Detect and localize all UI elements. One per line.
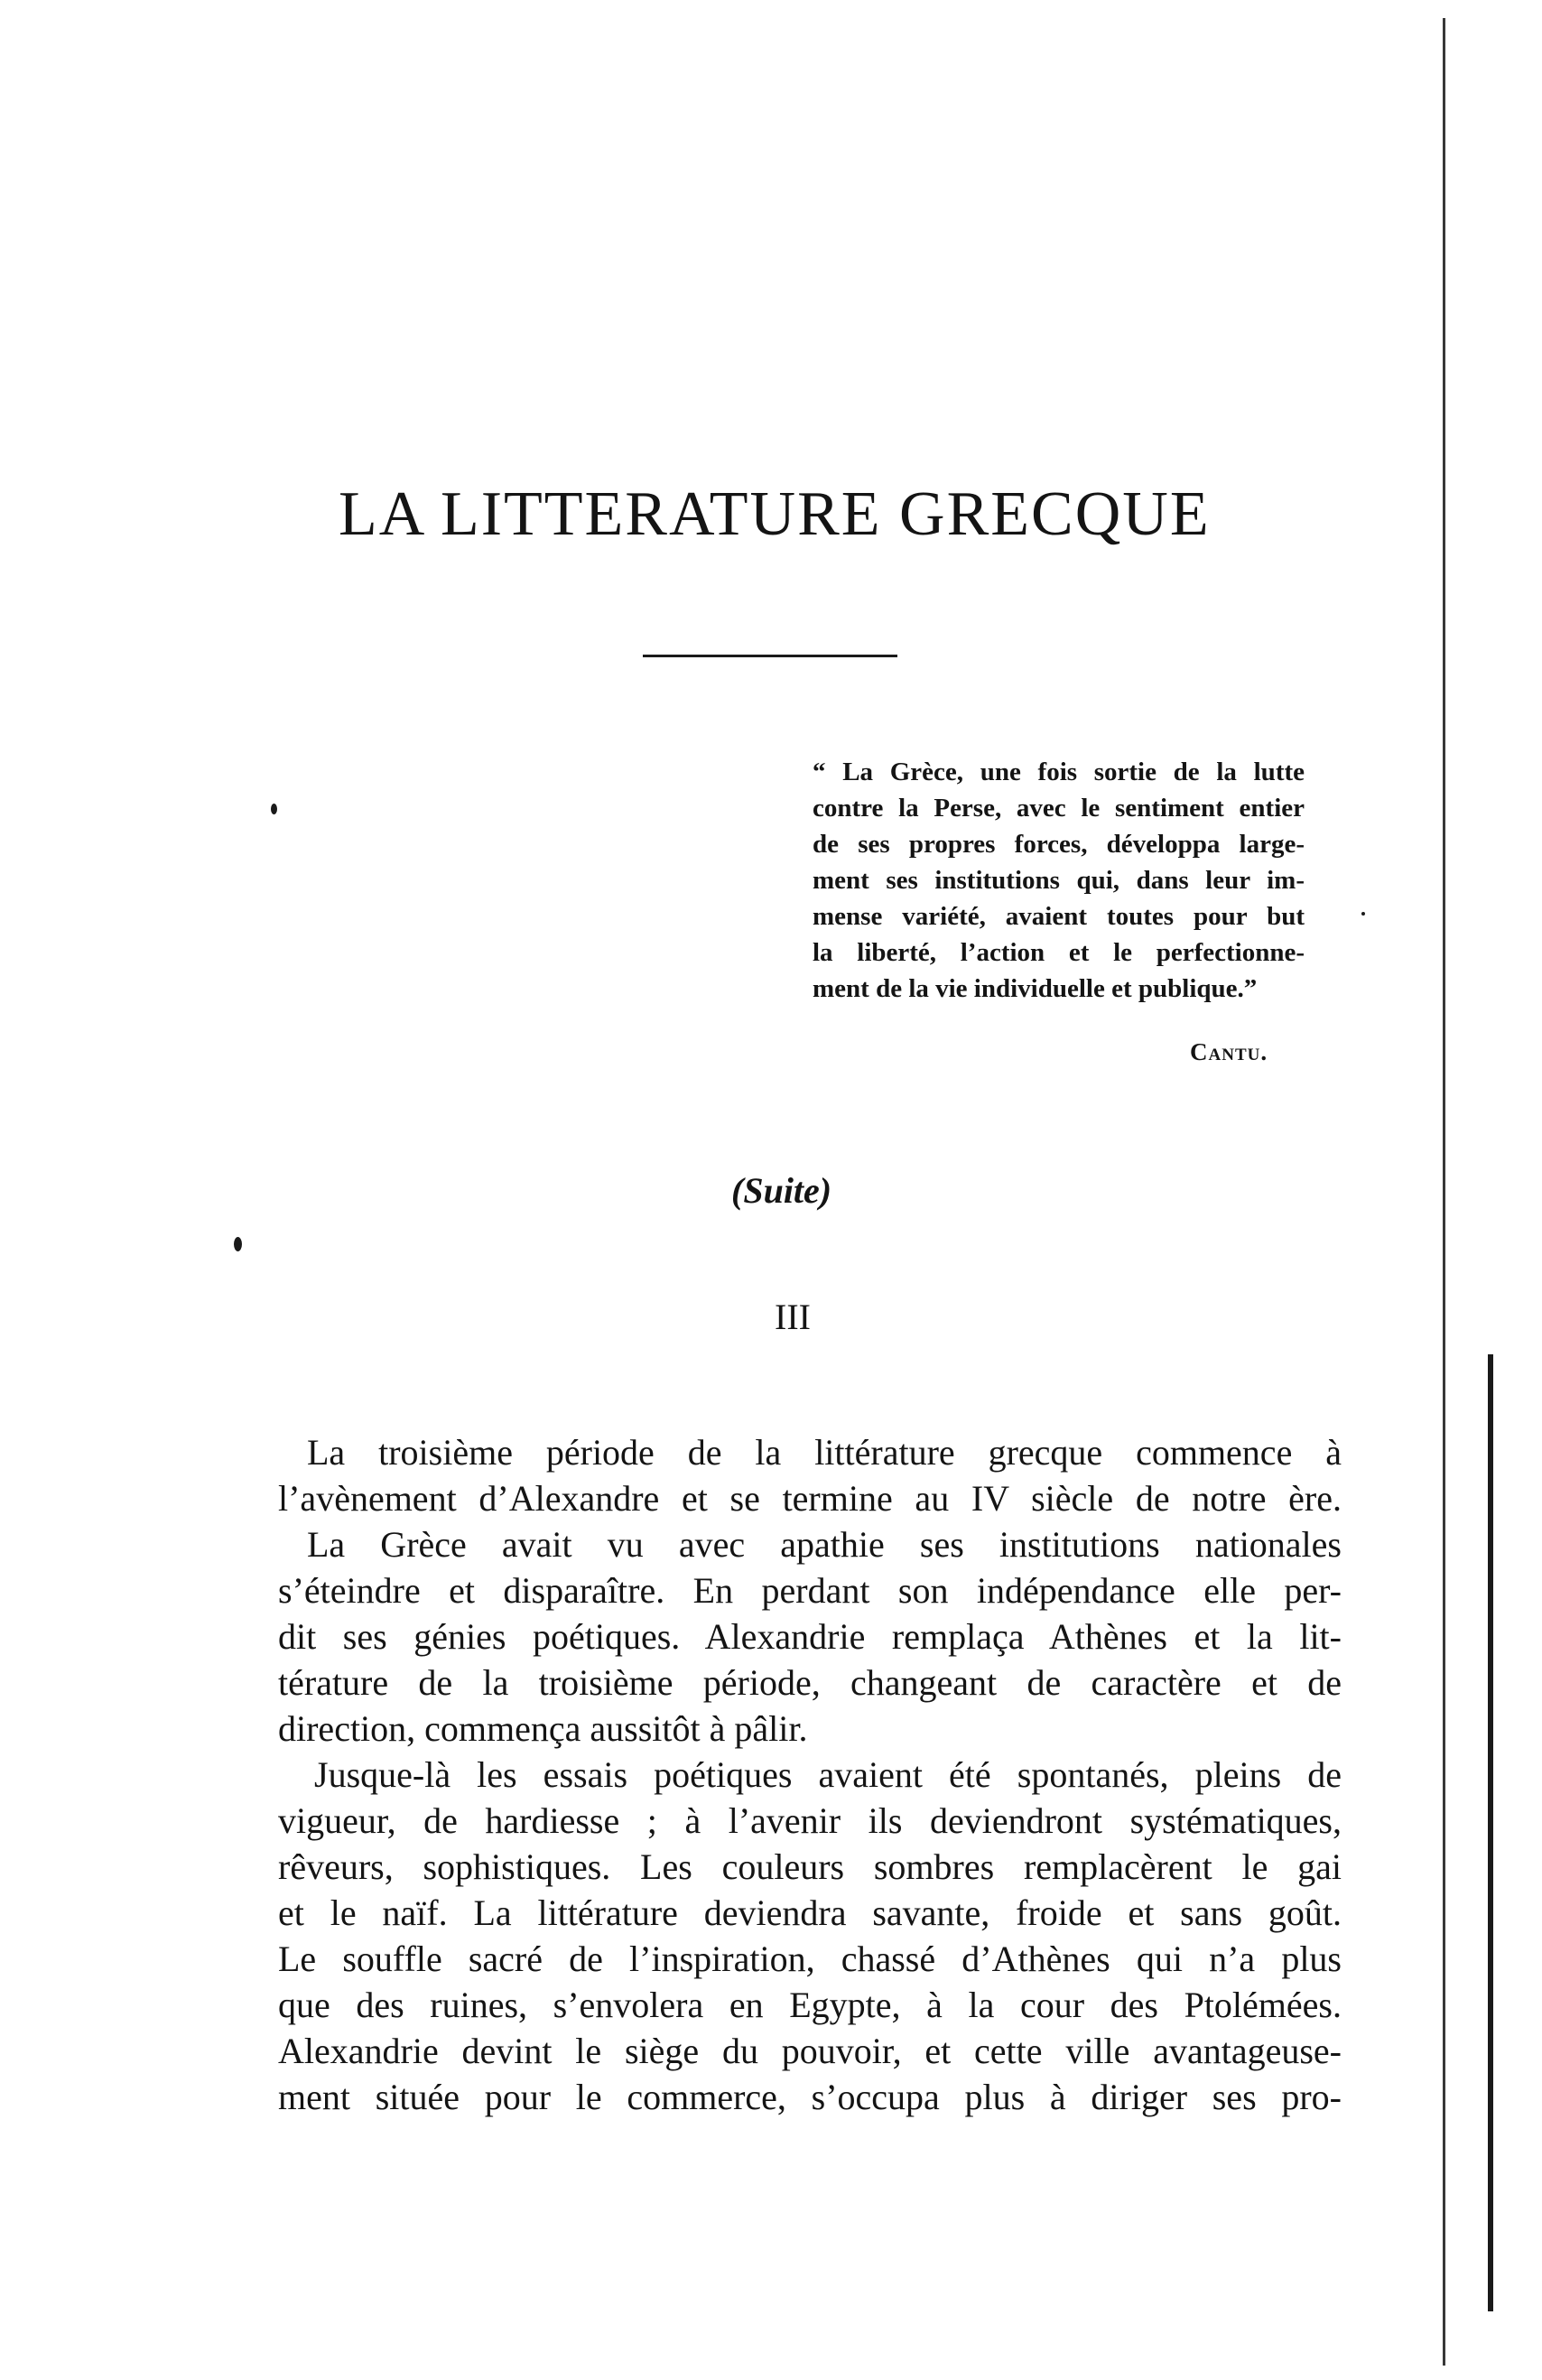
body-line: s’éteindre et disparaître. En perdant son indépendance elle per-	[278, 1570, 1342, 1611]
page-binding-shadow	[1488, 1354, 1493, 2311]
section-number: III	[775, 1297, 811, 1337]
body-line: térature de la troisième période, changeant de caractère et de	[278, 1662, 1342, 1703]
title-rule	[643, 655, 897, 657]
epigraph-line: ment de la vie individuelle et publique.”	[813, 974, 1258, 1003]
epigraph-line: la liberté, l’action et le perfectionne-	[813, 938, 1305, 967]
body-line: et le naïf. La littérature deviendra savante, froide et sans goût.	[278, 1892, 1342, 1933]
page-title: LA LITTERATURE GRECQUE	[339, 479, 1211, 549]
body-line: La troisième période de la littérature grecque commence à	[307, 1432, 1342, 1473]
body-line: direction, commença aussitôt à pâlir.	[278, 1708, 808, 1749]
epigraph-author: Cantu.	[1190, 1038, 1268, 1065]
epigraph-line: “ La Grèce, une fois sortie de la lutte	[813, 758, 1305, 786]
body-line: ment située pour le commerce, s’occupa plus à diriger ses pro-	[278, 2077, 1342, 2117]
continuation-note: (Suite)	[731, 1170, 832, 1211]
body-line: Jusque-là les essais poétiques avaient été spontanés, pleins de	[314, 1754, 1342, 1795]
ink-speck	[1361, 912, 1365, 916]
body-line: La Grèce avait vu avec apathie ses institutions nationales	[307, 1524, 1342, 1565]
body-line: Le souffle sacré de l’inspiration, chassé d’Athènes qui n’a plus	[278, 1938, 1342, 1979]
body-line: Alexandrie devint le siège du pouvoir, et cette ville avantageuse-	[278, 2031, 1342, 2071]
body-line: l’avènement d’Alexandre et se termine au IV siècle de notre ère.	[278, 1478, 1342, 1519]
ink-speck	[271, 804, 277, 814]
body-line: rêveurs, sophistiques. Les couleurs sombres remplacèrent le gai	[278, 1846, 1342, 1887]
body-line: dit ses génies poétiques. Alexandrie remplaça Athènes et la lit-	[278, 1616, 1342, 1657]
epigraph-line: ment ses institutions qui, dans leur im-	[813, 866, 1305, 895]
epigraph-line: de ses propres forces, développa large-	[813, 830, 1305, 859]
ink-speck	[234, 1237, 242, 1251]
epigraph-line: mense variété, avaient toutes pour but	[813, 902, 1305, 931]
epigraph	[813, 754, 1305, 1007]
body-text	[278, 1429, 1342, 2120]
body-line: vigueur, de hardiesse ; à l’avenir ils deviendront systématiques,	[278, 1800, 1342, 1841]
epigraph-line: contre la Perse, avec le sentiment entier	[813, 794, 1305, 823]
body-line: que des ruines, s’envolera en Egypte, à la cour des Ptolémées.	[278, 1985, 1342, 2025]
page-binding-edge	[1443, 18, 1449, 2366]
